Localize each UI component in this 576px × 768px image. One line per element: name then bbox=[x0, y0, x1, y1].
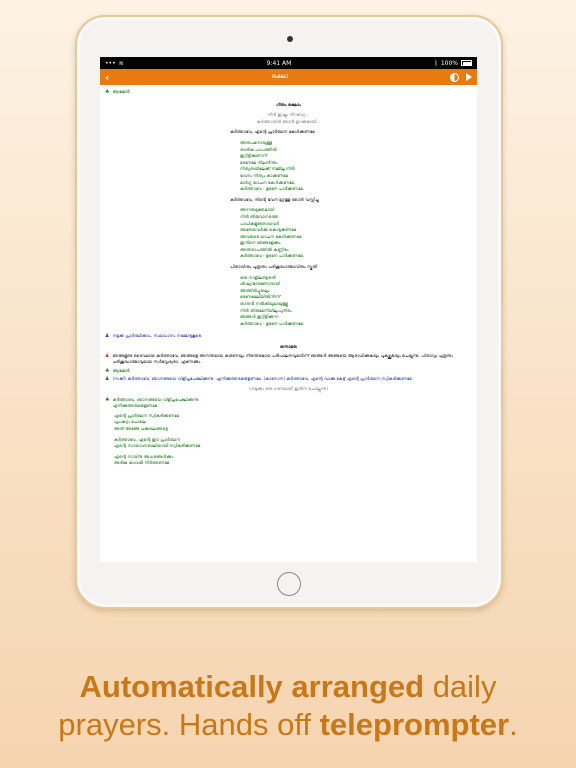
verse-line: മാർഗ്ഗ യാചന കേൾക്കണമേ. bbox=[240, 179, 296, 185]
prayer-content bbox=[100, 85, 477, 469]
resp-line: അത് അങ്ങേ പക്കലെത്തട്ടെ bbox=[114, 425, 168, 431]
battery-percent: 100% bbox=[440, 59, 458, 67]
role-people: ആമ്മേൻ bbox=[112, 89, 130, 94]
verse-line: അതേയവർക്ക കൊടുക്കണമേ bbox=[240, 227, 297, 233]
resp-line: എനിക്കുത്തരമരുളണമേ bbox=[112, 403, 158, 409]
verse-line: ശിഷ്യന്മാരണോദായി bbox=[240, 281, 281, 287]
stanza1 bbox=[105, 140, 472, 193]
verse-line: അന്തരാപത്തിൽ കണ്ണീരം bbox=[240, 246, 289, 252]
deacon-icon: ♟ bbox=[105, 333, 110, 340]
bluetooth-icon: ᛒ bbox=[434, 59, 438, 67]
hymn-title: ഗീതം രക്ഷാം bbox=[276, 101, 301, 107]
resp-line: കർത്താവേ, എന്റെ ഈ പ്രാർത്ഥന bbox=[114, 436, 181, 442]
verse-line: ഇനിനെ ഞങ്ങളേക്കും bbox=[240, 240, 281, 246]
note: (നമുക്കും ഒരു ഗണമായി ഇതിന ചൊല്ലുന്നു) bbox=[249, 385, 328, 391]
priest-line: നമുക്ക പ്രാർത്ഥിക്കാം, സമാധാനം നമ്മോടുകൂടെ. bbox=[112, 333, 203, 339]
verse-line: പാപികളുടേതായവർ bbox=[240, 220, 279, 226]
resp-line: എന്റെ പ്രാർത്ഥന സ്വീകരിക്കണമേ bbox=[114, 412, 179, 418]
play-icon[interactable] bbox=[466, 73, 472, 81]
verse-line: കർത്താവേ - ഉടനേ പാർക്കണമേ. bbox=[240, 186, 305, 192]
verse-line: മരണമേ നിലനിന്നും bbox=[240, 159, 278, 165]
verse-line: കർത്താവേ - ഉടനേ പാർക്കണമേ. bbox=[240, 253, 305, 259]
stanza2-head: കർത്താവേ, നിന്റെ ഭവന മുറ്റത്തു ഞാൻ വസ്സിച്ചു bbox=[230, 196, 319, 202]
stanza1-head: കർത്താവേ, എന്റെ പ്രാർത്ഥന കേൾക്കണമേ bbox=[230, 129, 315, 135]
hymn-sub2: കർത്താവിൻ ഞാൻ ഉറക്കമായി... bbox=[256, 118, 321, 124]
marketing-caption bbox=[0, 668, 576, 744]
verse-line: അനുപമനായുള്ള bbox=[240, 139, 273, 145]
caption-text-2: prayers. Hands off bbox=[58, 707, 320, 742]
caption-bold-1: Automatically arranged bbox=[79, 669, 425, 704]
priest-prayer: ഞങ്ങളുടെ ദൈവമായ കർത്താവേ, ഞങ്ങളെ അനന്തമായ കരുണയും നിരന്തരമായ പരിപാലനവുമാർന്ന് ഞങ്ങൾ അങ്ങയെ ആരാധിക്കുകയും പുകഴ്ത്തുകയും ചെയ്യുന്നു. പിതാവും പുത്രനും പരിശുദ്ധാത്മാവുമായ സർവ്വേശ്വരാ, എന്നേക്കും. bbox=[112, 352, 453, 365]
people-amen: ആമ്മേൻ bbox=[112, 367, 130, 373]
resp-line: കർത്താവേ, ഞാനങ്ങയെ വിളിച്ചപേക്ഷിക്കുന്നു bbox=[112, 396, 199, 402]
caption-text-1: daily bbox=[424, 669, 497, 704]
app-screen bbox=[100, 57, 477, 562]
wifi-icon: ≋ bbox=[118, 59, 124, 67]
verse-line: മരണമേലിയിൽനിന്ന് bbox=[240, 294, 281, 300]
stanza2 bbox=[105, 207, 472, 260]
caption-bold-2: teleprompter bbox=[319, 707, 510, 742]
tablet-device bbox=[75, 15, 503, 609]
deacon-line: (സങ്കീ) കർത്താവേ, ഞാനങ്ങയെ വിളിച്ചപേക്ഷിക്കുന്നു. എനിക്കുത്തരമരുളണമേ. (കാനോന) കർത്താവേ, എന്റെ വാക്കു കേട്ട് എന്റെ പ്രാർത്ഥന സ്വീകരിക്കണമേ bbox=[112, 376, 412, 382]
back-chevron-icon[interactable]: ‹ bbox=[105, 70, 110, 84]
resp-line: എന്റെ നാവിനു അധരങ്ങൾക്കും bbox=[114, 453, 174, 459]
verse-line: താരിക പാപത്തിൽ bbox=[240, 146, 277, 152]
resp-line: എന്റെ സായാഹ്നബലിയായി സ്വീകരിക്കണമേ bbox=[114, 443, 201, 449]
stanza3-head: പിതാവിനും പുത്രനും പരിശുദ്ധാത്മാവിനും സ്തുതി bbox=[230, 264, 318, 270]
nav-bar bbox=[100, 69, 477, 85]
contrast-toggle-icon[interactable] bbox=[450, 73, 459, 82]
resp-line: അരികു കാവൽ നിർത്തണമേ bbox=[114, 460, 170, 466]
stanza3 bbox=[105, 275, 472, 328]
people-icon: ♣ bbox=[105, 89, 110, 95]
verse-line: അവരുടെ യാചന കേൾക്കണമേ bbox=[240, 233, 302, 239]
people-icon: ♣ bbox=[105, 396, 110, 403]
people-icon: ♣ bbox=[105, 367, 110, 374]
home-button[interactable] bbox=[277, 572, 301, 596]
resp-line: ധൂപകുറ്റം പോലെ bbox=[114, 419, 146, 425]
verse-line: ഭവനം നിത്യം കാക്കണമേ bbox=[240, 172, 288, 178]
priest-icon: ♟ bbox=[105, 352, 110, 359]
caption-text-3: . bbox=[509, 707, 518, 742]
hymn-sub1: നിൻ ഇഷ്ടം നിറവേറ്റ... bbox=[267, 112, 310, 118]
front-camera bbox=[287, 36, 293, 42]
verse-line: ഒരു നാളിലണ്ടുതൻ bbox=[240, 274, 276, 280]
verse-line: ഞങ്ങൾ ഇറ്റിട്ടിക്കുന്ന bbox=[240, 314, 279, 320]
verse-line: നിൻ തിരുവാനത്തെ bbox=[240, 213, 279, 219]
verse-line: നിൻ തിരുമേനിയിലുംപുനിരം bbox=[240, 307, 292, 313]
section-title: ഒന്നാമത bbox=[279, 344, 297, 349]
nav-title: രക്ഷാ bbox=[271, 73, 288, 80]
verse-line: അനന്തമുക്തമായി bbox=[240, 207, 275, 213]
verse-line: നിത്യതയിലേക്ക് നമ്മിലൂ നിൻ bbox=[240, 166, 295, 172]
signal-icon: ••• bbox=[105, 59, 116, 67]
status-time: 9:41 AM bbox=[266, 59, 292, 67]
status-bar bbox=[100, 57, 477, 69]
battery-icon bbox=[461, 60, 472, 66]
deacon-icon: ♟ bbox=[105, 376, 110, 383]
verse-line: താതൻ നൽകിയുമായുള്ളൂ bbox=[240, 301, 288, 307]
verse-line: കർത്താവേ - ഉടനേ പാർക്കണമേ. bbox=[240, 320, 305, 326]
verse-line: ഇറ്റിട്ടിക്കണന്ന്. bbox=[240, 153, 269, 159]
verse-line: അത്തിടിപ്പുതലും bbox=[240, 287, 270, 293]
